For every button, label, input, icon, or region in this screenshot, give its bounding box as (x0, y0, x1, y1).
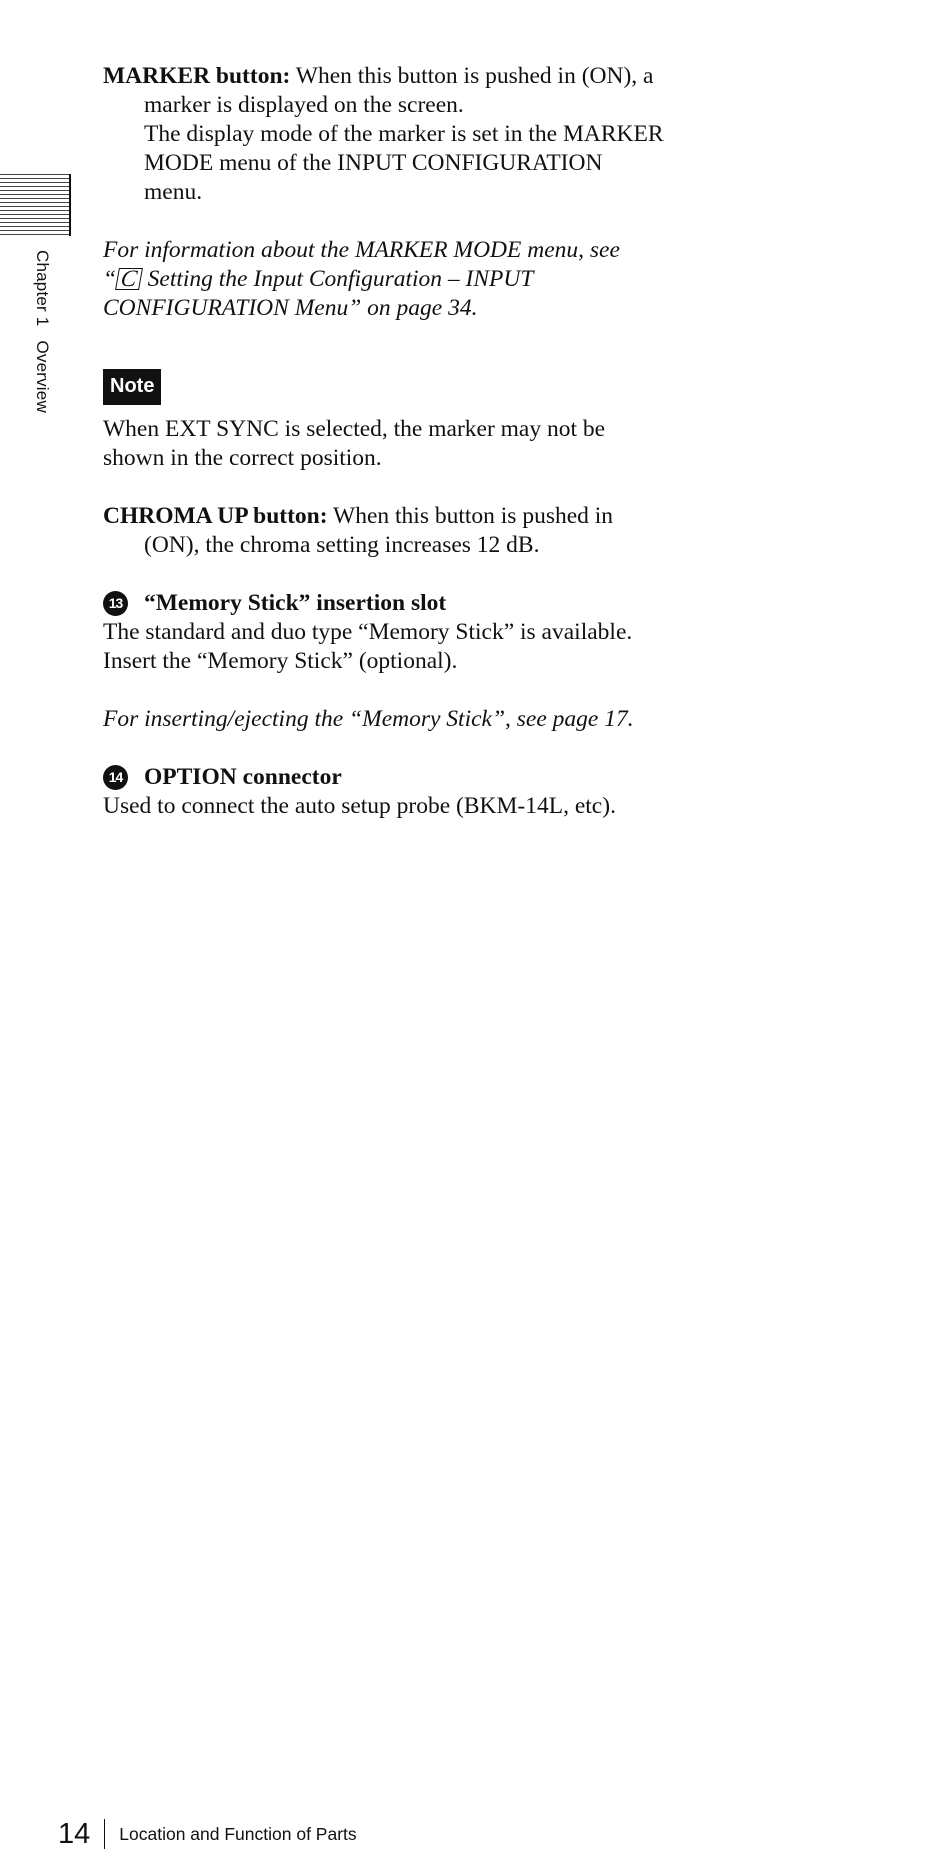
note-label: Note (103, 369, 161, 405)
memory-stick-title: “Memory Stick” insertion slot (144, 590, 447, 616)
marker-ref-open-quote: “ (103, 266, 117, 292)
memory-stick-heading (103, 589, 703, 618)
option-connector-heading (103, 763, 703, 792)
marker-desc-line4: MODE menu of the INPUT CONFIGURATION (144, 150, 603, 176)
marker-desc-line1: When this button is pushed in (ON), a (290, 63, 654, 89)
option-connector-title: OPTION connector (144, 764, 342, 790)
section-c-box-icon: C (115, 268, 143, 290)
memory-stick-line2: Insert the “Memory Stick” (optional). (103, 648, 458, 674)
note-line2: shown in the correct position. (103, 445, 382, 471)
chroma-desc-line1: When this button is pushed in (327, 503, 614, 529)
chroma-up-description (103, 502, 703, 560)
marker-mode-reference (103, 236, 703, 323)
chapter-tab-lines (0, 174, 70, 236)
marker-ref-line2: Setting the Input Configuration – INPUT (141, 266, 534, 292)
item-14-number-icon: 14 (103, 765, 128, 790)
chapter-tab-label (32, 250, 52, 413)
marker-button-description (103, 62, 703, 207)
chapter-label: Chapter 1 (33, 250, 52, 327)
memory-stick-line1: The standard and duo type “Memory Stick” is available. (103, 619, 633, 645)
marker-desc-line5: menu. (144, 179, 203, 205)
main-content (103, 62, 703, 821)
page-number: 14 (58, 1818, 91, 1850)
note-line1: When EXT SYNC is selected, the marker may not be (103, 416, 606, 442)
chroma-desc-line2: (ON), the chroma setting increases 12 dB. (144, 532, 540, 558)
marker-desc-line2: marker is displayed on the screen. (144, 92, 464, 118)
note-text (103, 415, 703, 473)
memory-stick-reference: For inserting/ejecting the “Memory Stick”, see page 17. (103, 706, 634, 732)
marker-desc-line3: The display mode of the marker is set in the MARKER (144, 121, 664, 147)
option-connector-text: Used to connect the auto setup probe (BKM-14L, etc). (103, 793, 616, 819)
marker-button-term: MARKER button: (103, 63, 291, 89)
item-13-number-icon: 13 (103, 591, 128, 616)
marker-ref-line1: For information about the MARKER MODE menu, see (103, 237, 620, 263)
page-footer (58, 1818, 357, 1850)
marker-ref-line3: CONFIGURATION Menu” on page 34. (103, 295, 478, 321)
footer-section-title: Location and Function of Parts (119, 1823, 357, 1844)
memory-stick-text (103, 618, 703, 676)
section-label: Overview (33, 340, 52, 413)
chroma-up-term: CHROMA UP button: (103, 503, 328, 529)
footer-divider (104, 1819, 105, 1849)
